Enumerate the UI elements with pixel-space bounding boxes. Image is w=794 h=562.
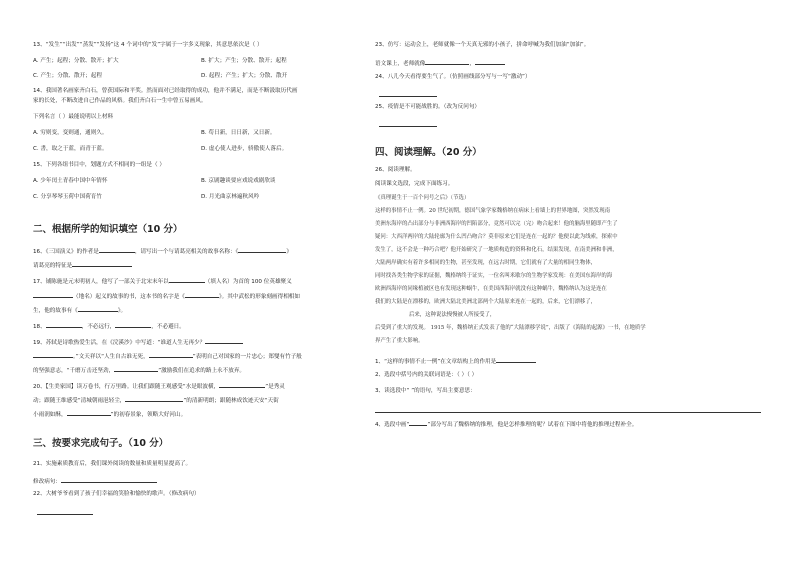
passage-line-6: 同时找各类生物学家的证据，魏格纳终于证实，一位名叫米歇尔的生物学家发现：在美国东海岸的海 — [375, 273, 613, 279]
q26-sub-4-blank[interactable] — [409, 419, 427, 426]
passage-blank[interactable] — [375, 310, 409, 316]
q20-blank-3[interactable] — [67, 409, 111, 416]
q19-blank-1[interactable] — [205, 337, 243, 344]
q24-line-1: 24、八儿今天看得要生气了。（仿照画线部分写与一写“激动”） — [375, 74, 531, 80]
passage-line-11: 界产生了重大影响。 — [375, 338, 424, 344]
passage-title: 《真理诞生于一百个问号之后》（节选） — [375, 195, 470, 201]
q24-answer-blank[interactable] — [379, 96, 437, 97]
q15-option-b[interactable]: B. 京剧趣谈要应戏说戏剧欣谈 — [201, 178, 276, 184]
q23-line-2: 语文课上，老师就像 ， — [375, 58, 505, 68]
q18-line: 18、 ，不必远行， ，不必避日。 — [33, 321, 185, 331]
q16-trait-blank[interactable] — [72, 260, 132, 267]
q17-line-2: （地名）起义的故事的书，这本书的名字是《 》。其中武松的形象刻画得相相如 — [33, 291, 300, 301]
q14-option-a[interactable]: A. 穷则变，变则通，通则久。 — [33, 130, 108, 136]
q14-option-d[interactable]: D. 虚心使人进步，骄傲使人落后。 — [201, 146, 288, 152]
q26-sub-3-answer-line[interactable] — [375, 412, 761, 413]
q22-answer-blank[interactable] — [37, 514, 93, 515]
q14-stem-2: 家的长处，不断改进自己作品的风格。我们齐白石一生中曾五易画风。 — [33, 98, 207, 104]
q19-line-1: 19、苏轼是诗歌热爱生活，在《浣溪沙》中写道：“谁道人生无再少？ — [33, 337, 243, 347]
q14-stem-3: 下列名言（ ）最能说明以上材料 — [33, 114, 114, 120]
section-3-title: 三、按要求完成句子。（10 分） — [33, 438, 169, 449]
passage-line-9: 后来，这种说法慢慢被人所接受了， — [375, 310, 495, 321]
q19-line-2: 。”文天祥以“人生自古谁无死， ”表明自己对国家的一片忠心；郑燮有竹子般 — [33, 351, 302, 361]
q17-person-blank[interactable] — [169, 276, 205, 283]
q13-option-b[interactable]: B. 扩大；产生；分散、散开；起程 — [201, 58, 287, 64]
q16-line-1: 16、《三国演义》的作者是 ，请写出一个与请葛亮相关的故事名称：《 》 — [33, 246, 292, 256]
section-4-title: 四、阅读理解。（20 分） — [375, 147, 482, 158]
q25-line-1: 25、疫情是不可能战胜的。（改为反问句） — [375, 104, 481, 110]
q16-line-2: 请葛亮的特征是 — [33, 260, 132, 270]
q26-title: 26、阅读理解。 — [375, 167, 416, 173]
passage-line-4: 发生了，这不会是一种巧合吧？他开始研究了一地质构造的资料和化石，结果发现，在南美洲和非洲， — [375, 247, 618, 253]
q13-option-a[interactable]: A. 产生；起程；分散、散开；扩大 — [33, 58, 119, 64]
q16-story-blank[interactable] — [238, 246, 286, 253]
q22-line-1: 22、大树爷爷看到了孩子们幸福的笑脸和愉快的歌声。（修改病句） — [33, 491, 200, 497]
q13-stem: 13、“发生”“出发”“蒸发”“发扬”这 4 个词中的“发”字属于一字多义现象，其意思依次是（ ） — [33, 42, 263, 48]
q26-sub-2[interactable]: 2、选段中括号内的关联词语是：（ ）（ ） — [375, 372, 478, 378]
q26-sub-4: 4、选段中画“ ”部分写出了魏格纳的推理，他是怎样推理的呢？试着在下图中将他的推理过程补全。 — [375, 419, 637, 429]
q23-blank-2[interactable] — [475, 58, 505, 65]
q15-option-a[interactable]: A. 少年闰土青春中国中年情怀 — [33, 178, 108, 184]
q18-blank-2[interactable] — [115, 321, 151, 328]
q23-blank-1[interactable] — [425, 58, 469, 65]
q17-story-blank[interactable] — [78, 305, 118, 312]
q26-intro: 阅读课文选段，完成下面练习。 — [375, 181, 454, 187]
q21-line-2: 修改病句： — [33, 476, 157, 486]
q20-blank-2[interactable] — [125, 395, 183, 402]
q19-line-3: 的坚强意志，“千磨万击还坚劲， ”激励我们在追求的路上永不放弃。 — [33, 365, 245, 375]
passage-line-2: 美洲东海岸的凸出部分与非洲西海岸的凹陷部分，竟然可以完（完）吻合起来！他的脑海里随即产生了 — [375, 221, 618, 227]
q23-line-1: 23、仿写：运动会上，老师就像一个天真无邪的小孩子，拼命呼喊为我们加油“加油”。 — [375, 42, 590, 48]
q16-author-blank[interactable] — [99, 246, 135, 253]
q17-line-3: 生，他的故事有《 》。 — [33, 305, 126, 315]
q20-line-1: 20、【生美家国】读万卷书，行万里路。让我们跟随王观感受“水是眼波横， ”是秀灵 — [33, 381, 285, 391]
passage-line-5: 大陆两岸确实有着许多相同的生物，甚至发现，在远古时期，它们就有了大量的相同生物体， — [375, 260, 597, 266]
passage-line-8: 我们的大陆是在漂移的，欧洲大陆北美洲北部两个大陆原来连在一起的，后来，它们漂移了， — [375, 299, 597, 305]
q19-blank-3[interactable] — [149, 351, 193, 358]
q14-option-b[interactable]: B. 苟日新，日日新，又日新。 — [201, 130, 276, 136]
q15-stem: 15、下列各组书目中，划题方式不相同的一组是（ ） — [33, 162, 165, 168]
q17-book-blank[interactable] — [185, 291, 219, 298]
q14-option-c[interactable]: C. 書，取之于蓝，而青于蓝。 — [33, 146, 108, 152]
q26-sub-1: 1、“这样的事情不止一例”在文章结构上的作用是 — [375, 356, 536, 366]
q19-blank-4[interactable] — [114, 365, 158, 372]
section-2-title: 二、根据所学的知识填空（10 分） — [33, 224, 183, 235]
q20-blank-1[interactable] — [219, 381, 265, 388]
q17-place-blank[interactable] — [33, 291, 73, 298]
q20-line-3: 小雨润如酥， ”的初春景象，领略大好河山。 — [33, 409, 186, 419]
q18-blank-1[interactable] — [46, 321, 82, 328]
q19-blank-2[interactable] — [33, 351, 73, 358]
q20-line-2: 动；跟随王维感受“清城朝雨浥轻尘， ”的清新明朗；跟随林成饮迹天安“天街 — [33, 395, 279, 405]
passage-line-7: 欧洲西海岸的同缘植被区也有发现这种蜗牛，在美国西海岸就没有这种蜗牛，魏格纳认为这是连在 — [375, 286, 607, 292]
q21-answer-blank[interactable] — [61, 476, 157, 483]
q25-answer-blank[interactable] — [379, 126, 437, 127]
q13-option-c[interactable]: C. 产生；分散、散开；起程 — [33, 73, 102, 79]
passage-line-10: 后受到了重大的发现。 1915 年，魏格纳正式发表了他的“大陆漂移学说”，出版了《海陆的起源》一书，在地质学 — [375, 325, 646, 331]
q26-sub-3: 3、读选段中“ ”的语句，写出主要意思： — [375, 388, 476, 394]
q14-stem-1: 14、我国著名画家齐白石，曾获国际和平奖。然而面对已经取得的成功，他并不满足，而是不断汲取历代画 — [33, 88, 298, 94]
passage-line-3: 疑问：大西洋两岸的大陆轮廓为什么凹凸吻合？莫非原来它们是连在一起的？他便以此为线索，探索中 — [375, 234, 618, 240]
q17-line-1: 17、铺陈施是元末明初人，他写了一部关于北宋末年以 （填人名）为首的 100 位英雄聚义 — [33, 276, 292, 286]
q26-sub-1-blank[interactable] — [496, 356, 536, 363]
q15-option-c[interactable]: C. 分享琴琴玉荷中国荷育竹 — [33, 194, 102, 200]
passage-line-1: 这样的事情不止一例。20 世纪初期，德国气象学家魏格纳在病床上看墙上的世界地图，突然发现南 — [375, 208, 610, 214]
q13-option-d[interactable]: D. 起程；产生；扩大；分散、散开 — [201, 73, 288, 79]
q21-line-1: 21、实施素质教育后，我们课外阅读的数量和质量明显提高了。 — [33, 461, 192, 467]
q15-option-d[interactable]: D. 月光曲京林遍秋风吟 — [201, 194, 260, 200]
